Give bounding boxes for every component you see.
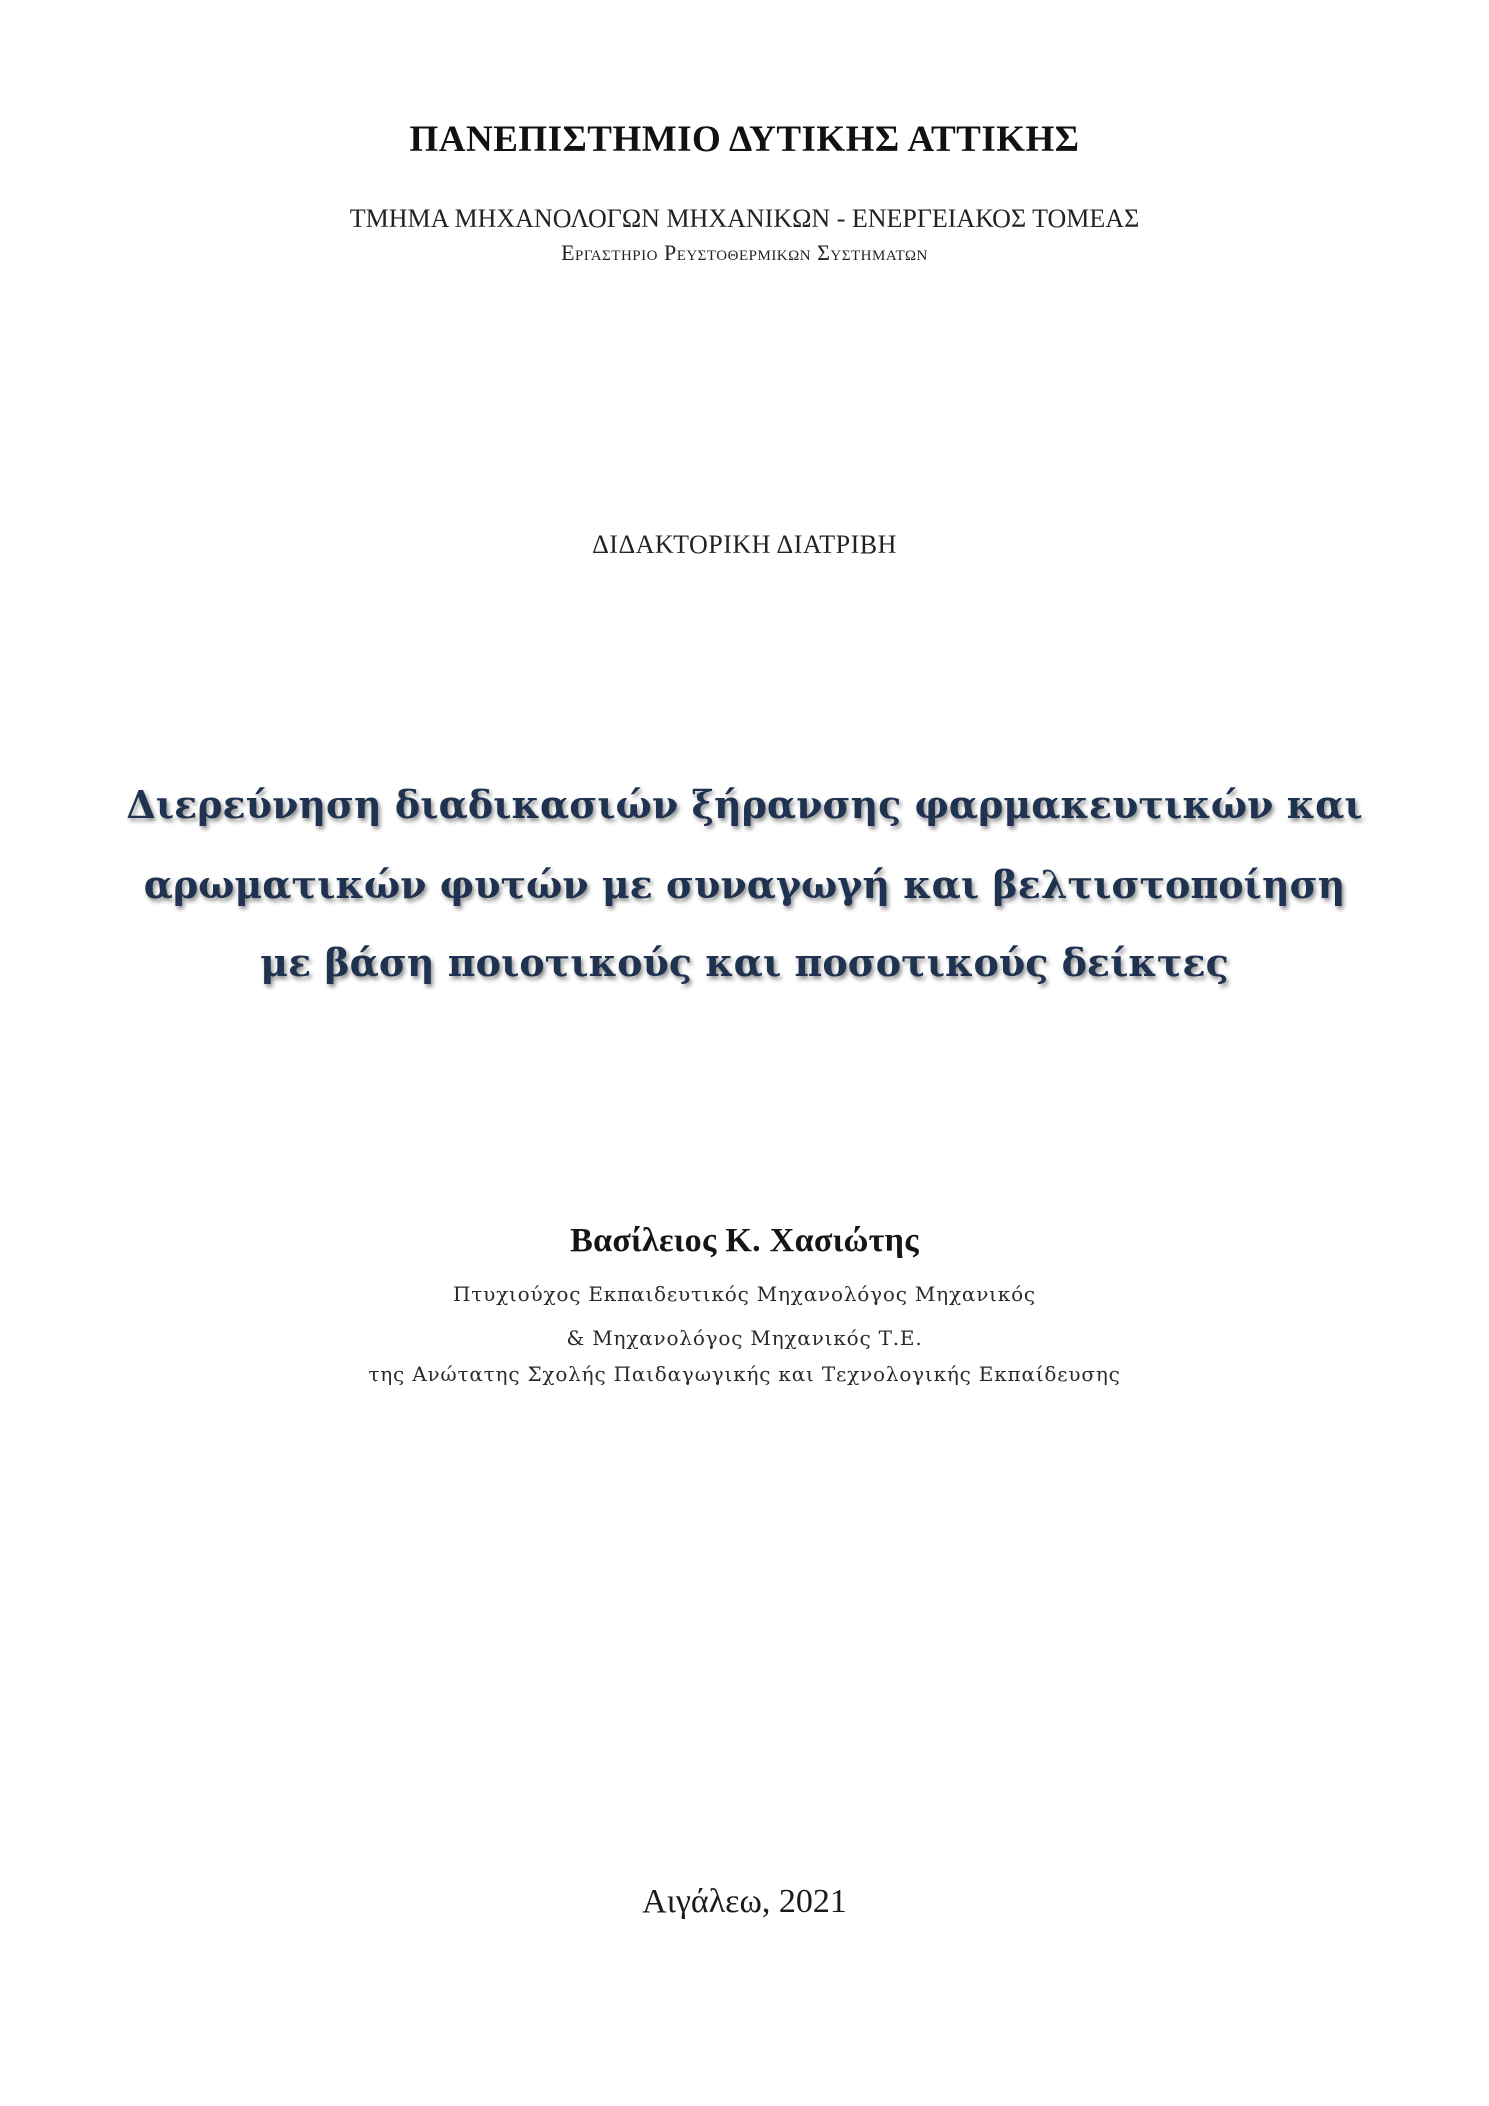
- author-credential: Πτυχιούχος Εκπαιδευτικός Μηχανολόγος Μηχανικός: [453, 1282, 1036, 1306]
- author-name: Βασίλειος Κ. Χασιώτης: [570, 1222, 919, 1259]
- thesis-type: ΔΙΔΑΚΤΟΡΙΚΗ ΔΙΑΤΡΙΒΗ: [592, 530, 897, 559]
- thesis-title-line: Διερεύνηση διαδικασιών ξήρανσης φαρμακευτικών και: [126, 782, 1363, 827]
- department-name: ΤΜΗΜΑ ΜΗΧΑΝΟΛΟΓΩΝ ΜΗΧΑΝΙΚΩΝ - ΕΝΕΡΓΕΙΑΚΟΣ ΤΟΜΕΑΣ: [349, 204, 1140, 233]
- place-and-date: Αιγάλεω, 2021: [642, 1883, 847, 1920]
- laboratory-name: Εργαστηριο Ρευστοθερμικων Συστηματων: [561, 240, 928, 265]
- university-name: ΠΑΝΕΠΙΣΤΗΜΙΟ ΔΥΤΙΚΗΣ ΑΤΤΙΚΗΣ: [409, 119, 1080, 160]
- author-credential: & Μηχανολόγος Μηχανικός Τ.Ε.: [566, 1326, 923, 1350]
- author-credential: της Ανώτατης Σχολής Παιδαγωγικής και Τεχνολογικής Εκπαίδευσης: [368, 1362, 1121, 1386]
- thesis-title-line: αρωματικών φυτών με συναγωγή και βελτιστοποίηση: [143, 862, 1346, 907]
- thesis-title-line: με βάση ποιοτικούς και ποσοτικούς δείκτες: [260, 940, 1229, 985]
